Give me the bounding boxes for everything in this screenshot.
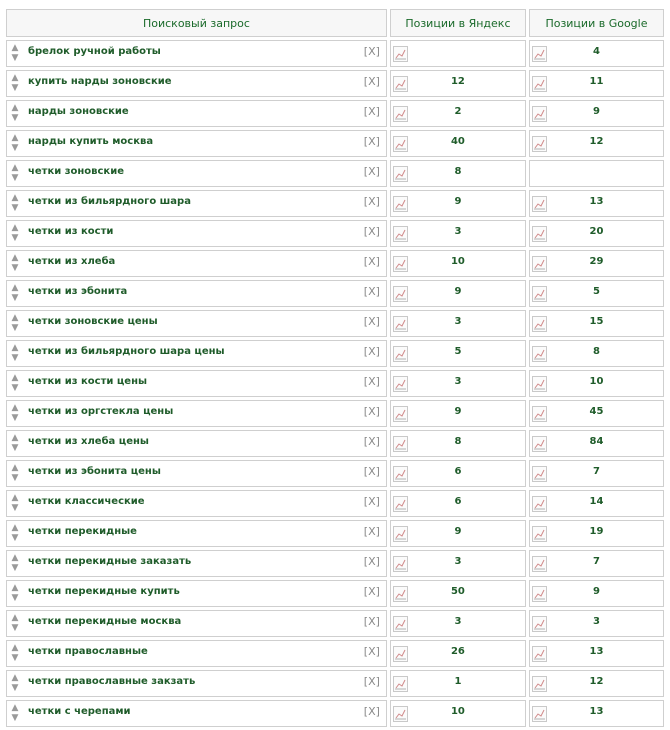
reorder-arrows-icon[interactable] [9, 43, 21, 64]
reorder-arrows-icon[interactable] [9, 403, 21, 424]
yandex-position-cell [390, 160, 526, 187]
yandex-position-cell [390, 220, 526, 247]
yandex-position-value: 1 [454, 676, 462, 687]
query-cell [6, 40, 387, 67]
remove-query-button[interactable]: [X] [363, 585, 380, 598]
google-position-cell [529, 640, 664, 667]
yandex-position-cell [390, 130, 526, 157]
query-cell [6, 430, 387, 457]
positions-table-wrapper [3, 6, 667, 730]
arrow-up-icon[interactable]: ▲ [11, 493, 19, 503]
yandex-position-value: 3 [454, 226, 462, 237]
positions-table [3, 6, 667, 730]
query-text: четки из бильярдного шара цены [28, 346, 225, 357]
yandex-position-cell [390, 490, 526, 517]
google-position-cell [529, 400, 664, 427]
google-position-value: 9 [592, 106, 600, 117]
table-row [6, 280, 664, 307]
yandex-position-cell [390, 280, 526, 307]
arrow-down-icon[interactable]: ▼ [11, 53, 19, 63]
yandex-position-value: 3 [454, 556, 462, 567]
yandex-position-cell [390, 340, 526, 367]
yandex-position-cell [390, 520, 526, 547]
google-position-cell [529, 340, 664, 367]
table-row [6, 130, 664, 157]
yandex-position-cell [390, 370, 526, 397]
google-position-cell [529, 220, 664, 247]
remove-query-button[interactable]: [X] [363, 195, 380, 208]
query-text: четки перекидные [28, 526, 137, 537]
remove-query-button[interactable]: [X] [363, 675, 380, 688]
query-cell [6, 190, 387, 217]
yandex-position-cell [390, 400, 526, 427]
arrow-up-icon[interactable]: ▲ [11, 463, 19, 473]
query-text: четки из бильярдного шара [28, 196, 191, 207]
reorder-arrows-icon[interactable] [9, 613, 21, 634]
query-text: четки из оргстекла цены [28, 406, 174, 417]
query-text: четки классические [28, 496, 145, 507]
arrow-down-icon[interactable]: ▼ [11, 413, 19, 423]
arrow-down-icon[interactable]: ▼ [11, 353, 19, 363]
arrow-down-icon[interactable]: ▼ [11, 293, 19, 303]
yandex-position-value: 3 [454, 376, 462, 387]
reorder-arrows-icon[interactable] [9, 223, 21, 244]
query-text: четки из хлеба [28, 256, 116, 267]
remove-query-button[interactable]: [X] [363, 525, 380, 538]
remove-query-button[interactable]: [X] [363, 315, 380, 328]
google-position-cell [529, 670, 664, 697]
remove-query-button[interactable]: [X] [363, 75, 380, 88]
reorder-arrows-icon[interactable] [9, 313, 21, 334]
arrow-up-icon[interactable]: ▲ [11, 73, 19, 83]
arrow-up-icon[interactable]: ▲ [11, 433, 19, 443]
query-text: нарды купить москва [28, 136, 154, 147]
google-position-value: 29 [589, 256, 604, 267]
reorder-arrows-icon[interactable] [9, 193, 21, 214]
query-cell [6, 340, 387, 367]
arrow-down-icon[interactable]: ▼ [11, 173, 19, 183]
yandex-position-value: 3 [454, 616, 462, 627]
yandex-position-value: 8 [454, 166, 462, 177]
google-position-value: 10 [589, 376, 604, 387]
query-text: четки из эбонита [28, 286, 128, 297]
yandex-position-cell [390, 610, 526, 637]
remove-query-button[interactable]: [X] [363, 465, 380, 478]
remove-query-button[interactable]: [X] [363, 165, 380, 178]
arrow-up-icon[interactable]: ▲ [11, 523, 19, 533]
yandex-position-cell [390, 310, 526, 337]
remove-query-button[interactable]: [X] [363, 45, 380, 58]
table-row [6, 310, 664, 337]
query-text: четки перекидные москва [28, 616, 182, 627]
arrow-up-icon[interactable]: ▲ [11, 373, 19, 383]
arrow-up-icon[interactable]: ▲ [11, 193, 19, 203]
google-position-value: 9 [592, 586, 600, 597]
google-position-value: 84 [589, 436, 604, 447]
arrow-down-icon[interactable]: ▼ [11, 113, 19, 123]
yandex-position-value: 2 [454, 106, 462, 117]
reorder-arrows-icon[interactable] [9, 463, 21, 484]
arrow-down-icon[interactable]: ▼ [11, 263, 19, 273]
table-body [6, 40, 664, 727]
arrow-down-icon[interactable]: ▼ [11, 143, 19, 153]
remove-query-button[interactable]: [X] [363, 375, 380, 388]
arrow-down-icon[interactable]: ▼ [11, 473, 19, 483]
table-row [6, 160, 664, 187]
yandex-position-value: 12 [450, 76, 465, 87]
google-position-value: 12 [589, 136, 604, 147]
query-text: четки зоновские цены [28, 316, 158, 327]
arrow-up-icon[interactable]: ▲ [11, 343, 19, 353]
google-position-value: 19 [589, 526, 604, 537]
yandex-position-cell [390, 100, 526, 127]
table-row [6, 520, 664, 547]
google-position-value: 13 [589, 646, 604, 657]
google-position-value: 13 [589, 706, 604, 717]
header-query[interactable]: Поисковый запрос [6, 9, 387, 37]
arrow-up-icon[interactable]: ▲ [11, 703, 19, 713]
google-position-cell [529, 430, 664, 457]
reorder-arrows-icon[interactable] [9, 643, 21, 664]
reorder-arrows-icon[interactable] [9, 163, 21, 184]
google-position-cell [529, 160, 664, 187]
table-row [6, 430, 664, 457]
arrow-down-icon[interactable]: ▼ [11, 593, 19, 603]
reorder-arrows-icon[interactable] [9, 493, 21, 514]
google-position-cell [529, 310, 664, 337]
table-row [6, 700, 664, 727]
yandex-position-cell [390, 190, 526, 217]
arrow-up-icon[interactable]: ▲ [11, 43, 19, 53]
yandex-position-cell [390, 700, 526, 727]
reorder-arrows-icon[interactable] [9, 73, 21, 94]
query-cell [6, 160, 387, 187]
query-text: четки православные закзать [28, 676, 196, 687]
yandex-position-value: 3 [454, 316, 462, 327]
yandex-position-value: 6 [454, 466, 462, 477]
google-position-value: 7 [592, 556, 600, 567]
reorder-arrows-icon[interactable] [9, 703, 21, 724]
arrow-down-icon[interactable]: ▼ [11, 503, 19, 513]
table-row [6, 610, 664, 637]
arrow-down-icon[interactable]: ▼ [11, 383, 19, 393]
query-text: четки перекидные купить [28, 586, 180, 597]
query-cell [6, 550, 387, 577]
query-cell [6, 640, 387, 667]
table-row [6, 370, 664, 397]
query-cell [6, 310, 387, 337]
arrow-up-icon[interactable]: ▲ [11, 283, 19, 293]
remove-query-button[interactable]: [X] [363, 285, 380, 298]
yandex-position-value: 10 [450, 256, 465, 267]
arrow-up-icon[interactable]: ▲ [11, 643, 19, 653]
yandex-position-cell [390, 640, 526, 667]
arrow-up-icon[interactable]: ▲ [11, 673, 19, 683]
yandex-position-value: 9 [454, 406, 462, 417]
yandex-position-cell [390, 40, 526, 67]
table-row [6, 340, 664, 367]
remove-query-button[interactable]: [X] [363, 435, 380, 448]
table-row [6, 640, 664, 667]
query-text: купить нарды зоновские [28, 76, 172, 87]
query-text: четки зоновские [28, 166, 125, 177]
remove-query-button[interactable]: [X] [363, 405, 380, 418]
remove-query-button[interactable]: [X] [363, 255, 380, 268]
google-position-value: 7 [592, 466, 600, 477]
google-position-value: 14 [589, 496, 604, 507]
arrow-down-icon[interactable]: ▼ [11, 203, 19, 213]
google-position-value: 15 [589, 316, 604, 327]
yandex-position-cell [390, 550, 526, 577]
arrow-up-icon[interactable]: ▲ [11, 223, 19, 233]
query-cell [6, 70, 387, 97]
arrow-up-icon[interactable]: ▲ [11, 163, 19, 173]
query-cell [6, 100, 387, 127]
arrow-down-icon[interactable]: ▼ [11, 233, 19, 243]
google-position-cell [529, 700, 664, 727]
query-cell [6, 370, 387, 397]
yandex-position-cell [390, 580, 526, 607]
reorder-arrows-icon[interactable] [9, 433, 21, 454]
reorder-arrows-icon[interactable] [9, 103, 21, 124]
header-google[interactable]: Позиции в Google [529, 9, 664, 37]
google-position-cell [529, 190, 664, 217]
google-position-cell [529, 370, 664, 397]
query-cell [6, 670, 387, 697]
query-cell [6, 580, 387, 607]
google-position-cell [529, 70, 664, 97]
reorder-arrows-icon[interactable] [9, 553, 21, 574]
google-position-cell [529, 40, 664, 67]
remove-query-button[interactable]: [X] [363, 105, 380, 118]
arrow-down-icon[interactable]: ▼ [11, 713, 19, 723]
query-text: четки из кости цены [28, 376, 148, 387]
yandex-position-value: 5 [454, 346, 462, 357]
reorder-arrows-icon[interactable] [9, 283, 21, 304]
remove-query-button[interactable]: [X] [363, 495, 380, 508]
table-row [6, 550, 664, 577]
query-cell [6, 130, 387, 157]
reorder-arrows-icon[interactable] [9, 253, 21, 274]
yandex-position-cell [390, 430, 526, 457]
google-position-value: 5 [592, 286, 600, 297]
remove-query-button[interactable]: [X] [363, 555, 380, 568]
table-row [6, 250, 664, 277]
google-position-cell [529, 490, 664, 517]
arrow-down-icon[interactable]: ▼ [11, 323, 19, 333]
yandex-position-value: 9 [454, 526, 462, 537]
reorder-arrows-icon[interactable] [9, 583, 21, 604]
google-position-cell [529, 580, 664, 607]
query-text: нарды зоновские [28, 106, 129, 117]
query-cell [6, 490, 387, 517]
table-row [6, 190, 664, 217]
arrow-up-icon[interactable]: ▲ [11, 253, 19, 263]
arrow-up-icon[interactable]: ▲ [11, 553, 19, 563]
arrow-down-icon[interactable]: ▼ [11, 83, 19, 93]
yandex-position-cell [390, 250, 526, 277]
google-position-cell [529, 130, 664, 157]
google-position-value: 20 [589, 226, 604, 237]
query-cell [6, 520, 387, 547]
query-cell [6, 400, 387, 427]
table-row [6, 460, 664, 487]
query-text: брелок ручной работы [28, 46, 161, 57]
query-cell [6, 700, 387, 727]
google-position-value: 12 [589, 676, 604, 687]
arrow-down-icon[interactable]: ▼ [11, 563, 19, 573]
google-position-value: 8 [592, 346, 600, 357]
query-text: четки из кости [28, 226, 114, 237]
query-cell [6, 460, 387, 487]
query-text: четки из хлеба цены [28, 436, 149, 447]
yandex-position-value: 8 [454, 436, 462, 447]
arrow-up-icon[interactable]: ▲ [11, 133, 19, 143]
query-cell [6, 220, 387, 247]
arrow-up-icon[interactable]: ▲ [11, 313, 19, 323]
arrow-down-icon[interactable]: ▼ [11, 533, 19, 543]
yandex-position-value: 40 [450, 136, 465, 147]
yandex-position-cell [390, 670, 526, 697]
chart-icon[interactable] [393, 46, 408, 62]
arrow-down-icon[interactable]: ▼ [11, 623, 19, 633]
query-cell [6, 610, 387, 637]
yandex-position-value: 9 [454, 286, 462, 297]
google-position-value: 13 [589, 196, 604, 207]
query-cell [6, 280, 387, 307]
reorder-arrows-icon[interactable] [9, 673, 21, 694]
query-text: четки перекидные заказать [28, 556, 192, 567]
yandex-position-value: 9 [454, 196, 462, 207]
google-position-cell [529, 550, 664, 577]
table-header-row [6, 9, 664, 37]
remove-query-button[interactable]: [X] [363, 645, 380, 658]
google-position-cell [529, 460, 664, 487]
arrow-up-icon[interactable]: ▲ [11, 583, 19, 593]
table-row [6, 490, 664, 517]
yandex-position-value: 50 [450, 586, 465, 597]
reorder-arrows-icon[interactable] [9, 523, 21, 544]
google-position-cell [529, 610, 664, 637]
google-position-value: 4 [592, 46, 600, 57]
google-position-value: 11 [589, 76, 604, 87]
remove-query-button[interactable]: [X] [363, 705, 380, 718]
yandex-position-cell [390, 70, 526, 97]
remove-query-button[interactable]: [X] [363, 135, 380, 148]
google-position-cell [529, 250, 664, 277]
header-yandex[interactable]: Позиции в Яндекс [390, 9, 526, 37]
google-position-cell [529, 520, 664, 547]
table-row [6, 400, 664, 427]
google-position-cell [529, 100, 664, 127]
arrow-down-icon[interactable]: ▼ [11, 683, 19, 693]
table-row [6, 670, 664, 697]
remove-query-button[interactable]: [X] [363, 615, 380, 628]
query-text: четки из эбонита цены [28, 466, 161, 477]
query-text: четки с черепами [28, 706, 131, 717]
remove-query-button[interactable]: [X] [363, 345, 380, 358]
arrow-up-icon[interactable]: ▲ [11, 403, 19, 413]
reorder-arrows-icon[interactable] [9, 373, 21, 394]
table-row [6, 40, 664, 67]
query-text: четки православные [28, 646, 148, 657]
yandex-position-value: 26 [450, 646, 465, 657]
table-row [6, 220, 664, 247]
arrow-down-icon[interactable]: ▼ [11, 443, 19, 453]
table-row [6, 100, 664, 127]
google-position-cell [529, 280, 664, 307]
yandex-position-value: 10 [450, 706, 465, 717]
arrow-up-icon[interactable]: ▲ [11, 613, 19, 623]
arrow-down-icon[interactable]: ▼ [11, 653, 19, 663]
yandex-position-cell [390, 460, 526, 487]
table-row [6, 70, 664, 97]
yandex-position-value: 6 [454, 496, 462, 507]
remove-query-button[interactable]: [X] [363, 225, 380, 238]
google-position-value: 45 [589, 406, 604, 417]
arrow-up-icon[interactable]: ▲ [11, 103, 19, 113]
reorder-arrows-icon[interactable] [9, 133, 21, 154]
query-cell [6, 250, 387, 277]
table-row [6, 580, 664, 607]
reorder-arrows-icon[interactable] [9, 343, 21, 364]
google-position-value: 3 [592, 616, 600, 627]
